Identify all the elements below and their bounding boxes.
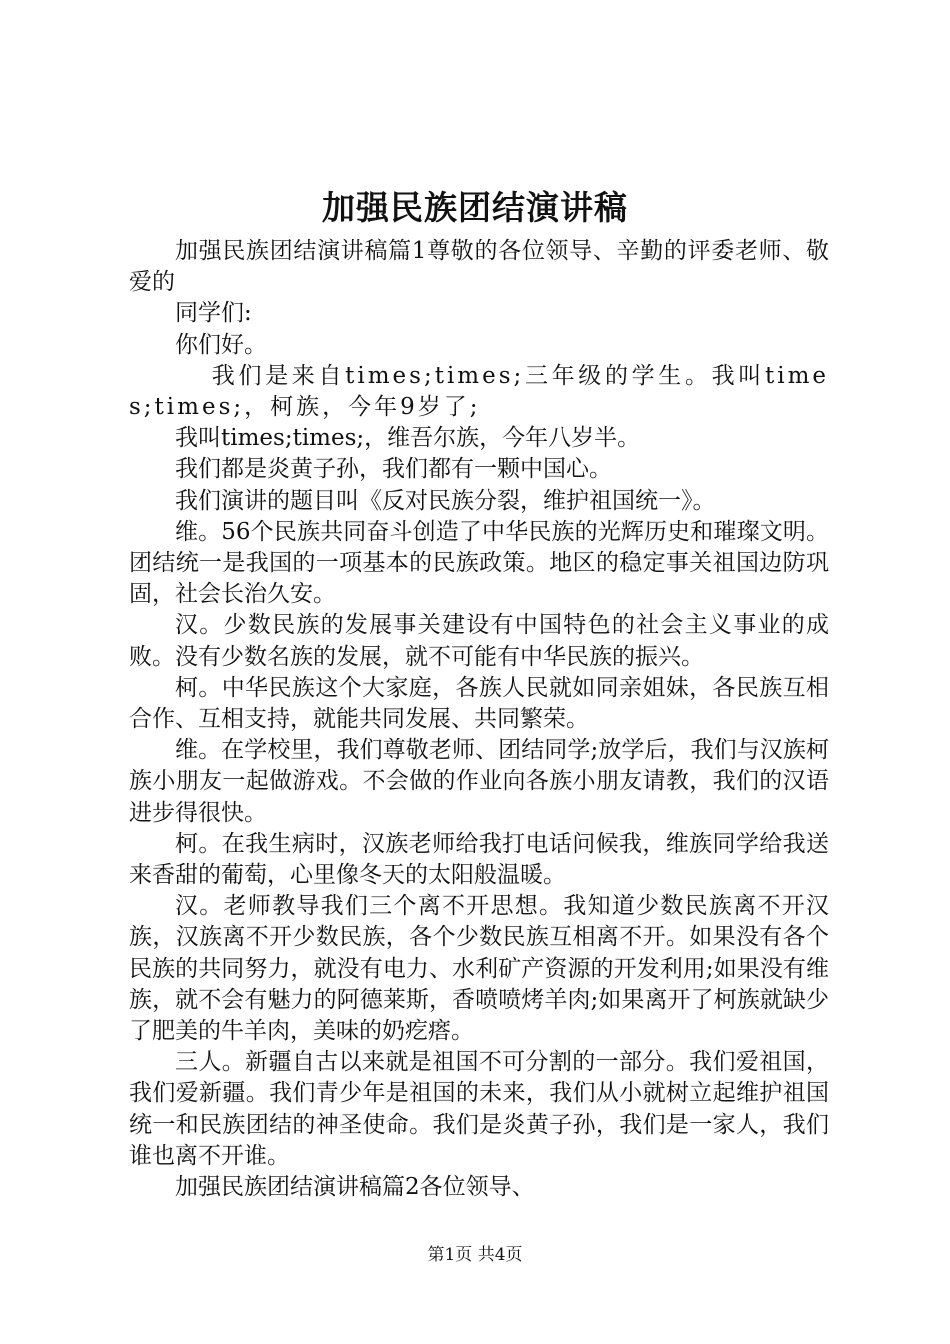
page-footer: 第1页 共4页 [427,1245,523,1265]
paragraph: 柯。在我生病时，汉族老师给我打电话问候我，维族同学给我送来香甜的葡萄，心里像冬天的太阳般温暖。 [129,830,829,889]
paragraph: 我叫times;times;，维吾尔族，今年八岁半。 [175,425,641,452]
paragraph: 加强民族团结演讲稿篇1尊敬的各位领导、辛勤的评委老师、敬爱的 [129,238,829,296]
paragraph: 维。56个民族共同奋斗创造了中华民族的光辉历史和璀璨文明。团结统一是我国的一项基本的民族政策。地区的稳定事关祖国边防巩固，社会长治久安。 [129,518,829,608]
paragraph: 我们演讲的题目叫《反对民族分裂，维护祖国统一》。 [175,487,716,514]
document-body [129,236,829,1203]
paragraph: 三人。新疆自古以来就是祖国不可分割的一部分。我们爱祖国，我们爱新疆。我们青少年是祖国的未来，我们从小就树立起维护祖国统一和民族团结的神圣使命。我们是炎黄子孙，我们是一家人，我们谁也离不开谁。 [129,1049,829,1169]
paragraph: 你们好。 [175,331,267,358]
paragraph: 柯。中华民族这个大家庭，各族人民就如同亲姐妹，各民族互相合作、互相支持，就能共同发展、共同繁荣。 [129,674,829,733]
document-title: 加强民族团结演讲稿 [322,188,628,227]
paragraph: 维。在学校里，我们尊敬老师、团结同学;放学后，我们与汉族柯族小朋友一起做游戏。不会做的作业向各族小朋友请教，我们的汉语进步得很快。 [129,737,829,826]
paragraph: 我们是来自times;times;三年级的学生。我叫times;times;，柯族，今年9岁了; [129,362,829,421]
paragraph: 汉。老师教导我们三个离不开思想。我知道少数民族离不开汉族，汉族离不开少数民族，各个少数民族互相离不开。如果没有各个民族的共同努力，就没有电力、水利矿产资源的开发利用;如果没有维族，就不会有魅力的阿德莱斯，香喷喷烤羊肉;如果离开了柯族就缺少了肥美的牛羊肉，美味的奶疙瘩。 [129,893,829,1045]
paragraph: 加强民族团结演讲稿篇2各位领导、 [175,1174,535,1201]
paragraph: 汉。少数民族的发展事关建设有中国特色的社会主义事业的成败。没有少数名族的发展，就不可能有中华民族的振兴。 [129,612,829,670]
paragraph: 同学们: [175,300,252,327]
paragraph: 我们都是炎黄子孙，我们都有一颗中国心。 [175,456,612,483]
